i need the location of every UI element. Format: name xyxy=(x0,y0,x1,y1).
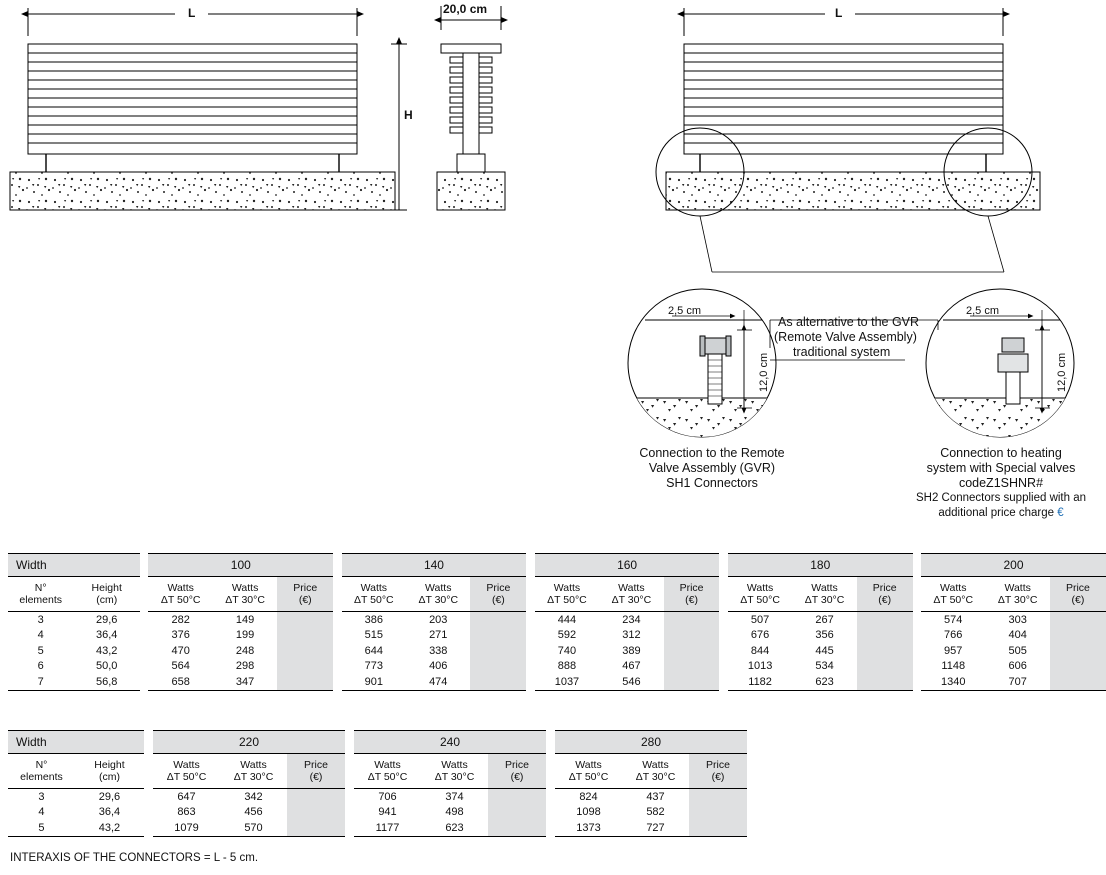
cell-n-elements: 4 xyxy=(8,805,75,821)
cell-price xyxy=(857,674,913,690)
cell-n-elements: 4 xyxy=(8,628,73,644)
group-separator xyxy=(333,674,341,690)
col-head-n-elements: N° elements xyxy=(8,577,73,612)
col-head-watts-30: Watts ΔT 30°C xyxy=(599,577,663,612)
cell-watts-30: 445 xyxy=(792,643,856,659)
cell-watts-30: 467 xyxy=(599,659,663,675)
group-separator xyxy=(526,628,534,644)
group-separator xyxy=(913,674,921,690)
cell-watts-50: 647 xyxy=(153,789,220,805)
dimension-label-width-side: 20,0 cm xyxy=(443,2,488,16)
cell-price xyxy=(689,789,747,805)
cell-watts-50: 1013 xyxy=(728,659,792,675)
cell-watts-50: 844 xyxy=(728,643,792,659)
spec-table-1 xyxy=(8,553,1106,691)
cell-watts-30: 727 xyxy=(622,820,689,836)
table-header-width: Width xyxy=(8,731,144,754)
detail-left-caption-line1: Connection to the Remote xyxy=(639,446,785,460)
cell-height: 29,6 xyxy=(75,789,144,805)
group-separator xyxy=(719,674,727,690)
col-head-watts-30: Watts ΔT 30°C xyxy=(622,754,689,789)
table-subheader-row xyxy=(8,754,747,789)
cell-watts-30: 570 xyxy=(220,820,287,836)
group-separator xyxy=(333,554,341,577)
cell-watts-30: 505 xyxy=(985,643,1049,659)
col-head-price: Price (€) xyxy=(277,577,333,612)
cell-price xyxy=(857,659,913,675)
cell-watts-50: 1373 xyxy=(555,820,622,836)
cell-watts-50: 564 xyxy=(148,659,212,675)
col-head-watts-50: Watts ΔT 50°C xyxy=(354,754,421,789)
group-separator xyxy=(526,554,534,577)
table-header-width-group: 220 xyxy=(153,731,345,754)
cell-price xyxy=(470,674,526,690)
col-head-watts-30: Watts ΔT 30°C xyxy=(213,577,277,612)
group-separator xyxy=(913,612,921,628)
group-separator xyxy=(913,628,921,644)
cell-watts-30: 582 xyxy=(622,805,689,821)
detail-left-caption-line2: Valve Assembly (GVR) xyxy=(648,461,776,475)
cell-watts-50: 901 xyxy=(342,674,406,690)
detail-right-side-dimension: 12,0 cm xyxy=(1056,352,1068,392)
group-separator xyxy=(913,554,921,577)
cell-watts-30: 347 xyxy=(213,674,277,690)
table-header-row xyxy=(8,554,1106,577)
detail-right-caption-line1: Connection to heating xyxy=(940,446,1062,460)
cell-price xyxy=(277,612,333,628)
cell-price xyxy=(488,789,546,805)
group-separator xyxy=(333,628,341,644)
cell-price xyxy=(470,659,526,675)
cell-watts-30: 623 xyxy=(421,820,488,836)
group-separator xyxy=(526,612,534,628)
table-row xyxy=(8,805,747,821)
group-separator xyxy=(144,805,153,821)
spec-table-2-wrap xyxy=(8,730,747,837)
cell-watts-30: 474 xyxy=(406,674,470,690)
table-header-width-group: 240 xyxy=(354,731,546,754)
detail-left-top-dimension: 2,5 cm xyxy=(668,305,702,317)
cell-watts-50: 1340 xyxy=(921,674,985,690)
detail-right-caption-line4: SH2 Connectors supplied with an xyxy=(915,492,1087,504)
cell-price xyxy=(1050,643,1106,659)
cell-watts-30: 248 xyxy=(213,643,277,659)
cell-price xyxy=(277,659,333,675)
cell-price xyxy=(488,820,546,836)
cell-watts-30: 149 xyxy=(213,612,277,628)
table-header-width-group: 160 xyxy=(535,554,720,577)
group-separator xyxy=(144,754,153,789)
table-subheader-row xyxy=(8,577,1106,612)
detail-right-top-dimension: 2,5 cm xyxy=(966,305,1000,317)
cell-price xyxy=(287,789,345,805)
dimension-label-H: H xyxy=(404,108,413,122)
cell-watts-30: 342 xyxy=(220,789,287,805)
group-separator xyxy=(140,628,148,644)
group-separator xyxy=(526,659,534,675)
cell-watts-50: 282 xyxy=(148,612,212,628)
cell-watts-50: 386 xyxy=(342,612,406,628)
cell-price xyxy=(287,820,345,836)
cell-watts-30: 267 xyxy=(792,612,856,628)
group-separator xyxy=(345,805,354,821)
spec-table-1-wrap xyxy=(8,553,1106,691)
cell-price xyxy=(689,820,747,836)
group-separator xyxy=(526,577,534,612)
cell-watts-30: 406 xyxy=(406,659,470,675)
cell-watts-50: 773 xyxy=(342,659,406,675)
group-separator xyxy=(144,731,153,754)
group-separator xyxy=(526,674,534,690)
cell-watts-30: 606 xyxy=(985,659,1049,675)
cell-price xyxy=(470,628,526,644)
group-separator xyxy=(140,659,148,675)
group-separator xyxy=(140,554,148,577)
cell-height: 50,0 xyxy=(73,659,140,675)
cell-height: 56,8 xyxy=(73,674,140,690)
cell-watts-30: 534 xyxy=(792,659,856,675)
cell-watts-50: 376 xyxy=(148,628,212,644)
col-head-height: Height (cm) xyxy=(73,577,140,612)
group-separator xyxy=(719,659,727,675)
cell-price xyxy=(488,805,546,821)
group-separator xyxy=(140,674,148,690)
cell-watts-50: 1098 xyxy=(555,805,622,821)
cell-price xyxy=(1050,674,1106,690)
cell-watts-30: 356 xyxy=(792,628,856,644)
group-separator xyxy=(526,643,534,659)
group-separator xyxy=(719,643,727,659)
col-head-n-elements: N° elements xyxy=(8,754,75,789)
group-separator xyxy=(333,612,341,628)
cell-watts-30: 271 xyxy=(406,628,470,644)
cell-height: 29,6 xyxy=(73,612,140,628)
alternative-note-line2: (Remote Valve Assembly) xyxy=(774,330,917,344)
group-separator xyxy=(913,643,921,659)
cell-watts-30: 374 xyxy=(421,789,488,805)
group-separator xyxy=(719,612,727,628)
cell-price xyxy=(664,628,720,644)
cell-watts-50: 470 xyxy=(148,643,212,659)
cell-price xyxy=(857,643,913,659)
col-head-watts-50: Watts ΔT 50°C xyxy=(728,577,792,612)
group-separator xyxy=(546,731,555,754)
group-separator xyxy=(719,628,727,644)
cell-price xyxy=(664,612,720,628)
cell-watts-50: 1177 xyxy=(354,820,421,836)
cell-watts-30: 203 xyxy=(406,612,470,628)
cell-n-elements: 7 xyxy=(8,674,73,690)
cell-watts-50: 444 xyxy=(535,612,599,628)
cell-price xyxy=(287,805,345,821)
cell-watts-30: 234 xyxy=(599,612,663,628)
table-header-width-group: 200 xyxy=(921,554,1106,577)
group-separator xyxy=(345,731,354,754)
group-separator xyxy=(140,612,148,628)
group-separator xyxy=(144,820,153,836)
cell-watts-30: 546 xyxy=(599,674,663,690)
cell-price xyxy=(689,805,747,821)
group-separator xyxy=(546,789,555,805)
table-header-width-group: 140 xyxy=(342,554,527,577)
cell-height: 36,4 xyxy=(75,805,144,821)
group-separator xyxy=(719,577,727,612)
cell-watts-30: 404 xyxy=(985,628,1049,644)
cell-watts-30: 303 xyxy=(985,612,1049,628)
group-separator xyxy=(140,577,148,612)
cell-watts-50: 507 xyxy=(728,612,792,628)
col-head-price: Price (€) xyxy=(1050,577,1106,612)
group-separator xyxy=(333,643,341,659)
cell-price xyxy=(857,612,913,628)
group-separator xyxy=(546,820,555,836)
table-row xyxy=(8,820,747,836)
table-header-width-group: 100 xyxy=(148,554,333,577)
cell-watts-50: 766 xyxy=(921,628,985,644)
cell-price xyxy=(1050,612,1106,628)
col-head-watts-50: Watts ΔT 50°C xyxy=(148,577,212,612)
cell-watts-50: 706 xyxy=(354,789,421,805)
cell-watts-30: 498 xyxy=(421,805,488,821)
detail-left-side-dimension: 12,0 cm xyxy=(758,352,770,392)
cell-watts-30: 298 xyxy=(213,659,277,675)
col-head-price: Price (€) xyxy=(287,754,345,789)
col-head-price: Price (€) xyxy=(488,754,546,789)
cell-watts-50: 592 xyxy=(535,628,599,644)
cell-watts-50: 957 xyxy=(921,643,985,659)
col-head-watts-30: Watts ΔT 30°C xyxy=(985,577,1049,612)
group-separator xyxy=(719,554,727,577)
col-head-watts-50: Watts ΔT 50°C xyxy=(153,754,220,789)
cell-price xyxy=(470,612,526,628)
dimension-label-L-left: L xyxy=(188,6,196,20)
table-row xyxy=(8,643,1106,659)
cell-watts-50: 574 xyxy=(921,612,985,628)
cell-n-elements: 5 xyxy=(8,820,75,836)
cell-price xyxy=(1050,628,1106,644)
detail-left-caption-line3: SH1 Connectors xyxy=(666,476,758,490)
footnote-interaxis: INTERAXIS OF THE CONNECTORS = L - 5 cm. xyxy=(10,852,259,864)
table-header-width-group: 280 xyxy=(555,731,747,754)
group-separator xyxy=(546,805,555,821)
cell-watts-50: 1079 xyxy=(153,820,220,836)
detail-left-caption xyxy=(612,446,812,491)
detail-right-caption-line3: codeZ1SHNR# xyxy=(958,476,1044,490)
detail-right-caption-line5: additional price charge xyxy=(938,507,1055,519)
cell-watts-30: 623 xyxy=(792,674,856,690)
cell-price xyxy=(664,674,720,690)
cell-watts-50: 1148 xyxy=(921,659,985,675)
col-head-price: Price (€) xyxy=(470,577,526,612)
table-row xyxy=(8,612,1106,628)
table-header-width: Width xyxy=(8,554,140,577)
table-row xyxy=(8,628,1106,644)
group-separator xyxy=(913,577,921,612)
table-row xyxy=(8,789,747,805)
col-head-watts-30: Watts ΔT 30°C xyxy=(792,577,856,612)
col-head-watts-50: Watts ΔT 50°C xyxy=(342,577,406,612)
cell-watts-50: 644 xyxy=(342,643,406,659)
group-separator xyxy=(144,789,153,805)
cell-watts-30: 437 xyxy=(622,789,689,805)
cell-watts-50: 658 xyxy=(148,674,212,690)
cell-height: 43,2 xyxy=(73,643,140,659)
col-head-watts-50: Watts ΔT 50°C xyxy=(555,754,622,789)
alternative-note-line1: As alternative to the GVR xyxy=(778,315,920,329)
col-head-price: Price (€) xyxy=(857,577,913,612)
cell-watts-50: 676 xyxy=(728,628,792,644)
alternative-note-line3: traditional system xyxy=(793,345,891,359)
cell-price xyxy=(277,643,333,659)
cell-n-elements: 6 xyxy=(8,659,73,675)
cell-watts-50: 888 xyxy=(535,659,599,675)
cell-watts-30: 389 xyxy=(599,643,663,659)
cell-price xyxy=(277,628,333,644)
col-head-price: Price (€) xyxy=(689,754,747,789)
col-head-watts-50: Watts ΔT 50°C xyxy=(535,577,599,612)
cell-n-elements: 5 xyxy=(8,643,73,659)
table-header-row xyxy=(8,731,747,754)
cell-watts-30: 199 xyxy=(213,628,277,644)
cell-watts-30: 456 xyxy=(220,805,287,821)
cell-watts-50: 863 xyxy=(153,805,220,821)
spec-table-2 xyxy=(8,730,747,837)
group-separator xyxy=(333,659,341,675)
euro-symbol: € xyxy=(1057,507,1064,519)
cell-watts-50: 1037 xyxy=(535,674,599,690)
cell-price xyxy=(470,643,526,659)
cell-height: 43,2 xyxy=(75,820,144,836)
col-head-watts-30: Watts ΔT 30°C xyxy=(421,754,488,789)
group-separator xyxy=(333,577,341,612)
group-separator xyxy=(345,789,354,805)
cell-price xyxy=(1050,659,1106,675)
cell-price xyxy=(857,628,913,644)
cell-watts-30: 707 xyxy=(985,674,1049,690)
col-head-price: Price (€) xyxy=(664,577,720,612)
cell-watts-50: 1182 xyxy=(728,674,792,690)
detail-right-caption xyxy=(896,446,1106,521)
dimension-label-L-right: L xyxy=(835,6,843,20)
col-head-height: Height (cm) xyxy=(75,754,144,789)
table-header-width-group: 180 xyxy=(728,554,913,577)
table-row xyxy=(8,659,1106,675)
cell-price xyxy=(664,659,720,675)
col-head-watts-30: Watts ΔT 30°C xyxy=(220,754,287,789)
cell-price xyxy=(664,643,720,659)
cell-price xyxy=(277,674,333,690)
cell-watts-30: 312 xyxy=(599,628,663,644)
cell-watts-50: 824 xyxy=(555,789,622,805)
cell-n-elements: 3 xyxy=(8,612,73,628)
group-separator xyxy=(345,820,354,836)
group-separator xyxy=(140,643,148,659)
cell-n-elements: 3 xyxy=(8,789,75,805)
detail-right-caption-line2: system with Special valves xyxy=(926,461,1076,475)
cell-height: 36,4 xyxy=(73,628,140,644)
cell-watts-50: 515 xyxy=(342,628,406,644)
cell-watts-50: 740 xyxy=(535,643,599,659)
col-head-watts-30: Watts ΔT 30°C xyxy=(406,577,470,612)
group-separator xyxy=(345,754,354,789)
cell-watts-30: 338 xyxy=(406,643,470,659)
table-row xyxy=(8,674,1106,690)
group-separator xyxy=(546,754,555,789)
cell-watts-50: 941 xyxy=(354,805,421,821)
col-head-watts-50: Watts ΔT 50°C xyxy=(921,577,985,612)
group-separator xyxy=(913,659,921,675)
